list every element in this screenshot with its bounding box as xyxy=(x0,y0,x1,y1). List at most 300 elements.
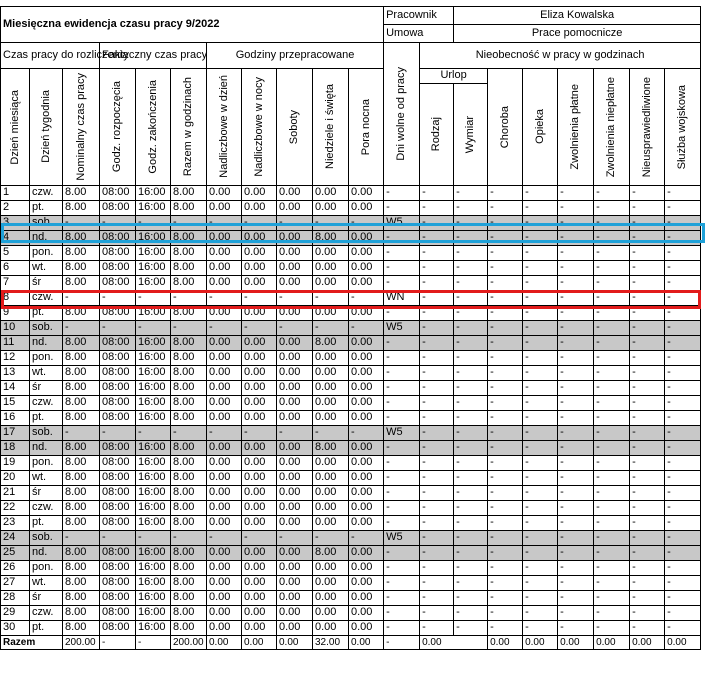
cell-start: 08:00 xyxy=(100,515,136,530)
cell-start: 08:00 xyxy=(100,260,136,275)
cell-nominal: 8.00 xyxy=(63,185,100,200)
cell-sundays: 0.00 xyxy=(313,590,349,605)
cell-end: - xyxy=(136,320,171,335)
cell-day-of-week: wt. xyxy=(30,260,63,275)
header-day-of-week: Dzień tygodnia xyxy=(30,69,63,186)
cell-unpaid-leave: - xyxy=(594,440,630,455)
cell-start: 08:00 xyxy=(100,245,136,260)
cell-total: 8.00 xyxy=(171,305,207,320)
cell-days-off: - xyxy=(384,500,420,515)
cell-ot-day: 0.00 xyxy=(207,575,242,590)
cell-night: 0.00 xyxy=(349,485,384,500)
cell-military: - xyxy=(665,515,701,530)
cell-sundays: 8.00 xyxy=(313,440,349,455)
cell-sundays: - xyxy=(313,425,349,440)
cell-nominal: 8.00 xyxy=(63,575,100,590)
cell-days-off: - xyxy=(384,185,420,200)
cell-ot-day: 0.00 xyxy=(207,305,242,320)
header-end: Godz. zakończenia xyxy=(136,69,171,186)
cell-days-off: - xyxy=(384,590,420,605)
cell-sickness: - xyxy=(488,590,523,605)
cell-ot-day: 0.00 xyxy=(207,590,242,605)
cell-sundays: 0.00 xyxy=(313,275,349,290)
cell-days-off: - xyxy=(384,335,420,350)
cell-night: 0.00 xyxy=(349,605,384,620)
cell-sundays: 8.00 xyxy=(313,545,349,560)
cell-military: - xyxy=(665,560,701,575)
cell-saturdays: 0.00 xyxy=(277,440,313,455)
cell-sickness: - xyxy=(488,305,523,320)
cell-start: 08:00 xyxy=(100,575,136,590)
cell-ot-night: 0.00 xyxy=(242,395,277,410)
cell-days-off: - xyxy=(384,275,420,290)
cell-total: 8.00 xyxy=(171,410,207,425)
cell-unpaid-leave: - xyxy=(594,425,630,440)
cell-saturdays: - xyxy=(277,215,313,230)
cell-unpaid-leave: - xyxy=(594,320,630,335)
header-night: Pora nocna xyxy=(349,69,384,186)
cell-care: - xyxy=(523,560,558,575)
cell-unexcused: - xyxy=(630,605,665,620)
cell-care: - xyxy=(523,575,558,590)
cell-ot-day: 0.00 xyxy=(207,485,242,500)
header-unpaid-leave: Zwolnienia niepłatne xyxy=(594,69,630,186)
cell-sundays: 0.00 xyxy=(313,470,349,485)
header-ot-day: Nadliczbowe w dzień xyxy=(207,69,242,186)
cell-day-of-month: 16 xyxy=(1,410,30,425)
cell-night: 0.00 xyxy=(349,350,384,365)
totals-military: 0.00 xyxy=(665,635,701,649)
table-row xyxy=(1,215,701,230)
cell-start: 08:00 xyxy=(100,485,136,500)
cell-day-of-week: śr xyxy=(30,380,63,395)
group-leave: Urlop xyxy=(420,69,488,84)
cell-total: 8.00 xyxy=(171,560,207,575)
cell-unexcused: - xyxy=(630,560,665,575)
cell-nominal: 8.00 xyxy=(63,305,100,320)
cell-day-of-month: 4 xyxy=(1,230,30,245)
cell-sundays: 0.00 xyxy=(313,380,349,395)
cell-military: - xyxy=(665,290,701,305)
cell-day-of-week: pon. xyxy=(30,350,63,365)
cell-unpaid-leave: - xyxy=(594,185,630,200)
cell-unexcused: - xyxy=(630,230,665,245)
cell-military: - xyxy=(665,380,701,395)
cell-unexcused: - xyxy=(630,305,665,320)
cell-care: - xyxy=(523,245,558,260)
cell-saturdays: 0.00 xyxy=(277,350,313,365)
cell-sundays: - xyxy=(313,290,349,305)
cell-care: - xyxy=(523,290,558,305)
cell-leave-type: - xyxy=(420,485,454,500)
cell-care: - xyxy=(523,605,558,620)
cell-leave-amount: - xyxy=(454,215,488,230)
cell-night: - xyxy=(349,425,384,440)
cell-military: - xyxy=(665,605,701,620)
totals-sickness: 0.00 xyxy=(488,635,523,649)
cell-care: - xyxy=(523,530,558,545)
totals-paid-leave: 0.00 xyxy=(558,635,594,649)
cell-leave-type: - xyxy=(420,365,454,380)
cell-care: - xyxy=(523,410,558,425)
cell-nominal: 8.00 xyxy=(63,545,100,560)
cell-end: 16:00 xyxy=(136,620,171,635)
header-saturdays: Soboty xyxy=(277,69,313,186)
cell-leave-type: - xyxy=(420,470,454,485)
cell-ot-night: 0.00 xyxy=(242,575,277,590)
cell-start: - xyxy=(100,320,136,335)
table-row xyxy=(1,275,701,290)
cell-nominal: 8.00 xyxy=(63,590,100,605)
cell-sundays: 0.00 xyxy=(313,410,349,425)
cell-end: 16:00 xyxy=(136,260,171,275)
cell-leave-amount: - xyxy=(454,230,488,245)
cell-leave-type: - xyxy=(420,605,454,620)
cell-nominal: 8.00 xyxy=(63,275,100,290)
cell-day-of-week: pt. xyxy=(30,200,63,215)
cell-day-of-week: nd. xyxy=(30,230,63,245)
cell-nominal: 8.00 xyxy=(63,335,100,350)
cell-unpaid-leave: - xyxy=(594,605,630,620)
cell-leave-amount: - xyxy=(454,455,488,470)
cell-saturdays: 0.00 xyxy=(277,590,313,605)
cell-unexcused: - xyxy=(630,425,665,440)
cell-paid-leave: - xyxy=(558,230,594,245)
cell-military: - xyxy=(665,230,701,245)
cell-unexcused: - xyxy=(630,380,665,395)
cell-ot-night: 0.00 xyxy=(242,410,277,425)
cell-military: - xyxy=(665,470,701,485)
cell-total: 8.00 xyxy=(171,275,207,290)
cell-leave-type: - xyxy=(420,395,454,410)
table-row xyxy=(1,200,701,215)
cell-ot-night: 0.00 xyxy=(242,185,277,200)
cell-ot-night: 0.00 xyxy=(242,380,277,395)
cell-sundays: 0.00 xyxy=(313,305,349,320)
cell-ot-night: 0.00 xyxy=(242,500,277,515)
cell-care: - xyxy=(523,230,558,245)
cell-unexcused: - xyxy=(630,500,665,515)
cell-ot-night: - xyxy=(242,215,277,230)
cell-end: 16:00 xyxy=(136,455,171,470)
cell-military: - xyxy=(665,395,701,410)
cell-sundays: 0.00 xyxy=(313,485,349,500)
cell-unexcused: - xyxy=(630,245,665,260)
cell-total: 8.00 xyxy=(171,605,207,620)
cell-leave-amount: - xyxy=(454,290,488,305)
cell-days-off: - xyxy=(384,245,420,260)
cell-total: 8.00 xyxy=(171,245,207,260)
cell-total: 8.00 xyxy=(171,515,207,530)
header-ot-night: Nadliczbowe w nocy xyxy=(242,69,277,186)
cell-total: 8.00 xyxy=(171,365,207,380)
cell-leave-type: - xyxy=(420,305,454,320)
cell-care: - xyxy=(523,380,558,395)
cell-end: 16:00 xyxy=(136,380,171,395)
cell-total: - xyxy=(171,215,207,230)
cell-nominal: 8.00 xyxy=(63,200,100,215)
cell-military: - xyxy=(665,320,701,335)
cell-unpaid-leave: - xyxy=(594,290,630,305)
group-hours-worked: Godziny przepracowane xyxy=(207,43,384,69)
cell-sundays: 0.00 xyxy=(313,395,349,410)
totals-start: - xyxy=(100,635,136,649)
cell-ot-day: 0.00 xyxy=(207,500,242,515)
cell-unpaid-leave: - xyxy=(594,560,630,575)
cell-day-of-month: 13 xyxy=(1,365,30,380)
table-row xyxy=(1,380,701,395)
cell-start: 08:00 xyxy=(100,455,136,470)
cell-sickness: - xyxy=(488,260,523,275)
cell-night: 0.00 xyxy=(349,365,384,380)
cell-paid-leave: - xyxy=(558,290,594,305)
cell-care: - xyxy=(523,455,558,470)
header-day-of-month: Dzień miesiąca xyxy=(1,69,30,186)
cell-night: 0.00 xyxy=(349,275,384,290)
table-row xyxy=(1,230,701,245)
cell-day-of-week: pt. xyxy=(30,620,63,635)
cell-paid-leave: - xyxy=(558,455,594,470)
cell-day-of-month: 17 xyxy=(1,425,30,440)
cell-leave-amount: - xyxy=(454,245,488,260)
cell-days-off: - xyxy=(384,305,420,320)
cell-total: 8.00 xyxy=(171,455,207,470)
cell-sickness: - xyxy=(488,530,523,545)
cell-leave-type: - xyxy=(420,260,454,275)
cell-day-of-month: 8 xyxy=(1,290,30,305)
cell-care: - xyxy=(523,365,558,380)
cell-total: 8.00 xyxy=(171,620,207,635)
cell-start: 08:00 xyxy=(100,500,136,515)
table-row xyxy=(1,395,701,410)
cell-ot-day: 0.00 xyxy=(207,185,242,200)
cell-paid-leave: - xyxy=(558,590,594,605)
cell-day-of-week: pon. xyxy=(30,455,63,470)
cell-nominal: 8.00 xyxy=(63,470,100,485)
cell-sickness: - xyxy=(488,290,523,305)
cell-sickness: - xyxy=(488,200,523,215)
cell-unpaid-leave: - xyxy=(594,515,630,530)
cell-ot-day: 0.00 xyxy=(207,350,242,365)
cell-paid-leave: - xyxy=(558,350,594,365)
cell-ot-day: 0.00 xyxy=(207,365,242,380)
cell-care: - xyxy=(523,335,558,350)
cell-day-of-week: śr xyxy=(30,485,63,500)
cell-ot-day: - xyxy=(207,290,242,305)
cell-ot-night: - xyxy=(242,290,277,305)
cell-unexcused: - xyxy=(630,515,665,530)
cell-end: 16:00 xyxy=(136,500,171,515)
cell-total: 8.00 xyxy=(171,440,207,455)
cell-care: - xyxy=(523,320,558,335)
cell-ot-night: 0.00 xyxy=(242,485,277,500)
totals-total: 200.00 xyxy=(171,635,207,649)
cell-leave-amount: - xyxy=(454,410,488,425)
cell-night: 0.00 xyxy=(349,470,384,485)
cell-start: 08:00 xyxy=(100,335,136,350)
cell-care: - xyxy=(523,200,558,215)
cell-days-off: - xyxy=(384,410,420,425)
cell-start: 08:00 xyxy=(100,395,136,410)
cell-start: 08:00 xyxy=(100,560,136,575)
table-row xyxy=(1,185,701,200)
table-row xyxy=(1,320,701,335)
cell-nominal: 8.00 xyxy=(63,560,100,575)
cell-total: 8.00 xyxy=(171,590,207,605)
cell-unpaid-leave: - xyxy=(594,245,630,260)
cell-night: 0.00 xyxy=(349,455,384,470)
cell-leave-amount: - xyxy=(454,530,488,545)
cell-ot-day: 0.00 xyxy=(207,260,242,275)
cell-nominal: 8.00 xyxy=(63,260,100,275)
cell-days-off: - xyxy=(384,395,420,410)
cell-nominal: - xyxy=(63,530,100,545)
cell-night: 0.00 xyxy=(349,440,384,455)
cell-day-of-week: wt. xyxy=(30,575,63,590)
cell-day-of-week: pt. xyxy=(30,410,63,425)
cell-unexcused: - xyxy=(630,335,665,350)
group-absence: Nieobecność w pracy w godzinach xyxy=(420,43,701,69)
cell-sundays: 0.00 xyxy=(313,605,349,620)
cell-unexcused: - xyxy=(630,395,665,410)
cell-day-of-week: czw. xyxy=(30,500,63,515)
cell-ot-night: - xyxy=(242,425,277,440)
cell-end: 16:00 xyxy=(136,560,171,575)
cell-ot-night: 0.00 xyxy=(242,230,277,245)
cell-ot-night: 0.00 xyxy=(242,620,277,635)
cell-military: - xyxy=(665,590,701,605)
header-unexcused: Nieusprawiedliwione xyxy=(630,69,665,186)
table-row xyxy=(1,530,701,545)
cell-military: - xyxy=(665,185,701,200)
cell-sundays: 0.00 xyxy=(313,185,349,200)
cell-military: - xyxy=(665,575,701,590)
cell-sickness: - xyxy=(488,560,523,575)
cell-days-off: - xyxy=(384,605,420,620)
cell-night: 0.00 xyxy=(349,380,384,395)
cell-care: - xyxy=(523,425,558,440)
cell-total: 8.00 xyxy=(171,500,207,515)
cell-military: - xyxy=(665,455,701,470)
cell-day-of-month: 30 xyxy=(1,620,30,635)
cell-unexcused: - xyxy=(630,620,665,635)
cell-start: 08:00 xyxy=(100,620,136,635)
cell-night: 0.00 xyxy=(349,590,384,605)
cell-night: 0.00 xyxy=(349,305,384,320)
cell-sickness: - xyxy=(488,605,523,620)
cell-end: 16:00 xyxy=(136,185,171,200)
cell-saturdays: 0.00 xyxy=(277,485,313,500)
cell-nominal: 8.00 xyxy=(63,410,100,425)
cell-ot-day: 0.00 xyxy=(207,380,242,395)
cell-nominal: 8.00 xyxy=(63,380,100,395)
cell-sundays: - xyxy=(313,215,349,230)
cell-unexcused: - xyxy=(630,575,665,590)
cell-day-of-week: pt. xyxy=(30,305,63,320)
cell-night: 0.00 xyxy=(349,335,384,350)
cell-sickness: - xyxy=(488,575,523,590)
cell-military: - xyxy=(665,200,701,215)
header-sundays: Niedziele i święta xyxy=(313,69,349,186)
cell-saturdays: 0.00 xyxy=(277,275,313,290)
cell-paid-leave: - xyxy=(558,605,594,620)
contract-label: Umowa xyxy=(384,25,454,43)
cell-total: 8.00 xyxy=(171,545,207,560)
cell-days-off: - xyxy=(384,575,420,590)
cell-unpaid-leave: - xyxy=(594,305,630,320)
totals-saturdays: 0.00 xyxy=(277,635,313,649)
header-care: Opieka xyxy=(523,69,558,186)
cell-ot-night: 0.00 xyxy=(242,350,277,365)
cell-paid-leave: - xyxy=(558,440,594,455)
cell-leave-amount: - xyxy=(454,485,488,500)
cell-care: - xyxy=(523,485,558,500)
cell-day-of-month: 15 xyxy=(1,395,30,410)
cell-night: - xyxy=(349,290,384,305)
cell-military: - xyxy=(665,215,701,230)
cell-sundays: - xyxy=(313,530,349,545)
cell-leave-amount: - xyxy=(454,395,488,410)
cell-sickness: - xyxy=(488,320,523,335)
cell-sickness: - xyxy=(488,215,523,230)
cell-sickness: - xyxy=(488,185,523,200)
cell-care: - xyxy=(523,275,558,290)
cell-care: - xyxy=(523,515,558,530)
cell-end: 16:00 xyxy=(136,470,171,485)
cell-ot-night: 0.00 xyxy=(242,590,277,605)
table-row xyxy=(1,545,701,560)
cell-leave-amount: - xyxy=(454,545,488,560)
cell-sickness: - xyxy=(488,455,523,470)
cell-day-of-month: 20 xyxy=(1,470,30,485)
cell-night: - xyxy=(349,530,384,545)
cell-paid-leave: - xyxy=(558,470,594,485)
cell-total: 8.00 xyxy=(171,395,207,410)
cell-paid-leave: - xyxy=(558,260,594,275)
cell-care: - xyxy=(523,590,558,605)
cell-day-of-month: 9 xyxy=(1,305,30,320)
cell-paid-leave: - xyxy=(558,305,594,320)
cell-military: - xyxy=(665,305,701,320)
cell-care: - xyxy=(523,260,558,275)
cell-day-of-week: czw. xyxy=(30,290,63,305)
cell-unpaid-leave: - xyxy=(594,470,630,485)
cell-military: - xyxy=(665,410,701,425)
cell-night: 0.00 xyxy=(349,200,384,215)
cell-end: - xyxy=(136,530,171,545)
cell-day-of-week: sob. xyxy=(30,425,63,440)
cell-saturdays: 0.00 xyxy=(277,365,313,380)
cell-sundays: 0.00 xyxy=(313,365,349,380)
totals-leave: 0.00 xyxy=(420,635,488,649)
cell-day-of-week: sob. xyxy=(30,530,63,545)
cell-ot-day: - xyxy=(207,530,242,545)
totals-label: Razem xyxy=(1,635,63,649)
cell-day-of-week: nd. xyxy=(30,335,63,350)
cell-unpaid-leave: - xyxy=(594,335,630,350)
cell-end: 16:00 xyxy=(136,245,171,260)
table-row xyxy=(1,245,701,260)
cell-care: - xyxy=(523,185,558,200)
table-row xyxy=(1,365,701,380)
cell-leave-type: - xyxy=(420,620,454,635)
cell-care: - xyxy=(523,305,558,320)
cell-unexcused: - xyxy=(630,545,665,560)
cell-leave-type: - xyxy=(420,290,454,305)
cell-unpaid-leave: - xyxy=(594,395,630,410)
header-leave-type: Rodzaj xyxy=(420,83,454,185)
cell-saturdays: 0.00 xyxy=(277,455,313,470)
